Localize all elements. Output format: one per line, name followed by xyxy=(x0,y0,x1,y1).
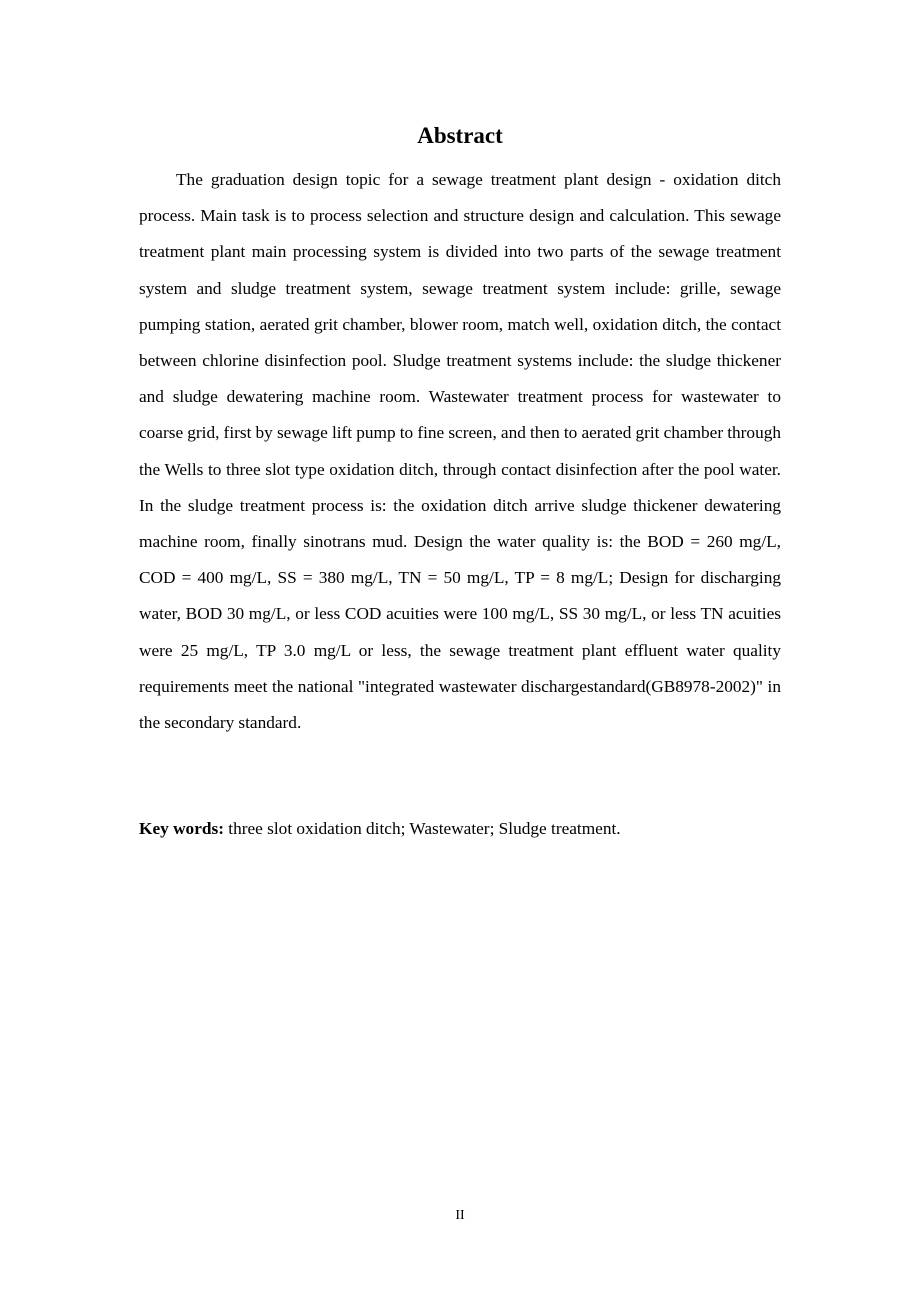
page-number: II xyxy=(455,1208,465,1223)
abstract-paragraph: The graduation design topic for a sewage treatment plant design - oxidation ditch process. Main task is to process selection and structure design and calculation. This sewage treatment plant main processing system is divided into two parts of the sewage treatment system and sludge treatment system, sewage treatment system include: grille, sewage pumping station, aerated grit chamber, blower room, match well, oxidation ditch, the contact between chlorine disinfection pool. Sludge treatment systems include: the sludge thickener and sludge dewatering machine room. Wastewater treatment process for wastewater to coarse grid, first by sewage lift pump to fine screen, and then to aerated grit chamber through the Wells to three slot type oxidation ditch, through contact disinfection after the pool water. In the sludge treatment process is: the oxidation ditch arrive sludge thickener dewatering machine room, finally sinotrans mud. Design the water quality is: the BOD = 260 mg/L, COD = 400 mg/L, SS = 380 mg/L, TN = 50 mg/L, TP = 8 mg/L; Design for discharging water, BOD 30 mg/L, or less COD acuities were 100 mg/L, SS 30 mg/L, or less TN acuities were 25 mg/L, TP 3.0 mg/L or less, the sewage treatment plant effluent water quality requirements meet the national "integrated wastewater dischargestandard(GB8978-2002)" in the secondary standard. xyxy=(139,170,781,733)
keywords-label: Key words: xyxy=(139,819,224,838)
page-title: Abstract xyxy=(417,123,503,148)
keywords-text: three slot oxidation ditch; Wastewater; Sludge treatment. xyxy=(223,819,621,838)
keywords-line xyxy=(139,813,781,845)
